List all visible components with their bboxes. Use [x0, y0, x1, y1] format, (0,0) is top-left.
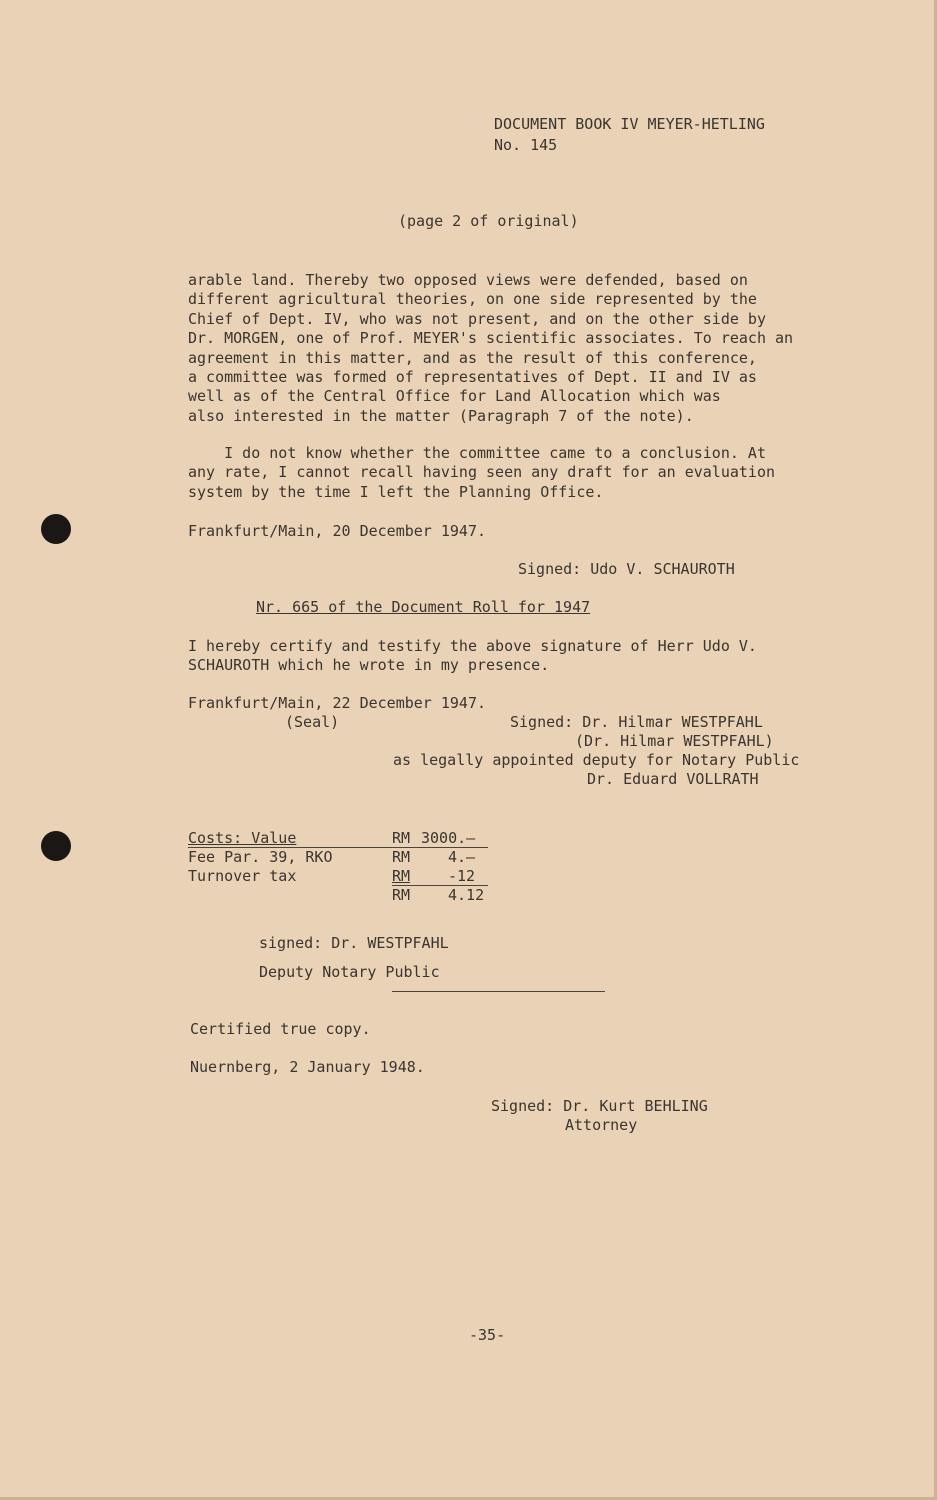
costs-amount: 4.12 [448, 886, 485, 904]
paragraph-line: different agricultural theories, on one side represented by the [188, 290, 757, 309]
paragraph-line: Dr. MORGEN, one of Prof. MEYER's scientific associates. To reach an [188, 329, 794, 348]
place-date-frankfurt-20: Frankfurt/Main, 20 December 1947. [188, 522, 487, 540]
signature-schauroth: Signed: Udo V. SCHAUROTH [518, 560, 735, 578]
costs-label: Turnover tax [188, 867, 297, 885]
signature-westpfahl: Signed: Dr. Hilmar WESTPFAHL [510, 713, 763, 731]
paragraph-line: a committee was formed of representatives of Dept. II and IV as [188, 368, 757, 387]
certified-true-copy: Certified true copy. [190, 1020, 371, 1038]
costs-currency: RM [392, 886, 411, 904]
place-date-frankfurt-22: Frankfurt/Main, 22 December 1947. [188, 694, 487, 712]
paragraph-line: arable land. Thereby two opposed views were defended, based on [188, 271, 748, 289]
punch-hole-top [41, 514, 71, 544]
costs-amount: -12 [448, 867, 476, 885]
deputy-notary-statement: as legally appointed deputy for Notary Public [393, 751, 800, 769]
document-number: No. 145 [494, 136, 558, 154]
westpfahl-name: (Dr. Hilmar WESTPFAHL) [575, 732, 774, 750]
signature-behling: Signed: Dr. Kurt BEHLING [491, 1097, 708, 1115]
costs-currency: RM [392, 848, 411, 866]
paragraph-line: agreement in this matter, and as the result of this conference, [188, 348, 757, 367]
place-date-nuernberg: Nuernberg, 2 January 1948. [190, 1058, 425, 1076]
page-of-original-note: (page 2 of original) [398, 212, 579, 230]
costs-currency: RM [392, 867, 411, 885]
deputy-notary-title: Deputy Notary Public [259, 963, 440, 981]
paragraph-line: SCHAUROTH which he wrote in my presence. [188, 656, 550, 675]
costs-amount: 4.— [448, 848, 476, 866]
paragraph-arable-land [188, 271, 838, 426]
paragraph-committee [188, 444, 838, 502]
notary-name: Dr. Eduard VOLLRATH [587, 770, 759, 788]
document-roll-note: Nr. 665 of the Document Roll for 1947 [256, 598, 591, 616]
costs-currency: RM [392, 829, 411, 847]
document-book-header: DOCUMENT BOOK IV MEYER-HETLING [494, 115, 765, 133]
paragraph-line: I do not know whether the committee came to a conclusion. At [188, 444, 766, 462]
signed-westpfahl-short: signed: Dr. WESTPFAHL [259, 934, 449, 952]
paragraph-line: Chief of Dept. IV, who was not present, and on the other side by [188, 309, 766, 328]
page-number: -35- [469, 1326, 506, 1344]
punch-hole-bottom [41, 831, 71, 861]
costs-amount: 3000.— [421, 829, 476, 847]
paragraph-line: I hereby certify and testify the above signature of Herr Udo V. [188, 637, 757, 655]
paragraph-line: also interested in the matter (Paragraph 7 of the note). [188, 406, 694, 425]
certification-statement [188, 637, 838, 676]
costs-label: Costs: Value [188, 829, 297, 847]
costs-label: Fee Par. 39, RKO [188, 848, 333, 866]
paragraph-line: any rate, I cannot recall having seen any draft for an evaluation [188, 463, 775, 482]
seal-label: (Seal) [285, 713, 340, 731]
separator-line [392, 991, 605, 992]
paragraph-line: well as of the Central Office for Land Allocation which was [188, 387, 721, 406]
paragraph-line: system by the time I left the Planning Office. [188, 482, 604, 501]
attorney-title: Attorney [565, 1116, 638, 1134]
